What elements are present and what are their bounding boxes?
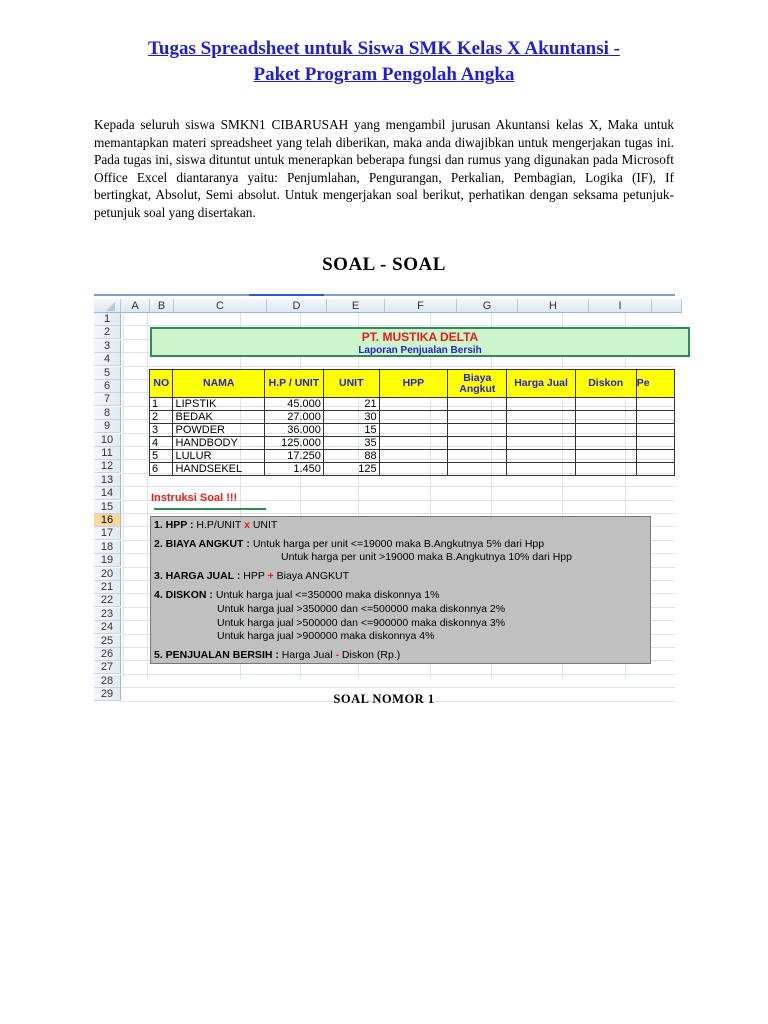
table-row bbox=[150, 450, 675, 463]
cell-biaya-angkut bbox=[448, 437, 507, 450]
column-header bbox=[652, 299, 682, 313]
instruction-3-operand-a: HPP bbox=[243, 570, 265, 582]
instruction-4-rule-d: Untuk harga jual >900000 maka diskonnya 4% bbox=[217, 630, 435, 642]
header-hp-unit: H.P / UNIT bbox=[264, 370, 323, 398]
instruction-4-rule-a: Untuk harga jual <=350000 maka diskonnya 1% bbox=[215, 589, 440, 601]
cell-biaya-angkut bbox=[448, 411, 507, 424]
cell-unit: 21 bbox=[323, 398, 379, 411]
sheet-top-accent bbox=[249, 294, 324, 296]
title-link-line2[interactable]: Paket Program Pengolah Angka bbox=[253, 64, 515, 85]
cell-biaya-angkut bbox=[448, 398, 507, 411]
cell-harga-jual bbox=[507, 463, 575, 476]
instruction-1-operand-b: UNIT bbox=[252, 519, 278, 531]
cell-penjualan bbox=[636, 450, 674, 463]
row-header: 17 bbox=[94, 527, 121, 540]
instruction-1 bbox=[154, 519, 277, 531]
cell-hp-unit: 45.000 bbox=[264, 398, 323, 411]
cell-hpp bbox=[379, 424, 448, 437]
grid-column-line bbox=[147, 313, 148, 678]
instruction-3-operator: + bbox=[267, 570, 274, 582]
cell-hp-unit: 1.450 bbox=[264, 463, 323, 476]
instruction-5-operand-a: Harga Jual bbox=[281, 649, 333, 661]
column-header: E bbox=[327, 299, 385, 313]
row-header: 8 bbox=[94, 407, 121, 420]
cell-nama: HANDSEKEL bbox=[173, 463, 265, 476]
figure-caption: SOAL NOMOR 1 bbox=[333, 692, 435, 706]
column-header: B bbox=[150, 299, 174, 313]
grid-row-line bbox=[121, 513, 675, 514]
cell-unit: 88 bbox=[323, 450, 379, 463]
instruction-2-rule-b: Untuk harga per unit >19000 maka B.Angkutnya 10% dari Hpp bbox=[281, 551, 572, 563]
header-no: NO bbox=[150, 370, 173, 398]
cell-harga-jual bbox=[507, 411, 575, 424]
cell-penjualan bbox=[636, 411, 674, 424]
report-title: Laporan Penjualan Bersih bbox=[358, 345, 482, 356]
cell-hp-unit: 36.000 bbox=[264, 424, 323, 437]
title-link-line1[interactable]: Tugas Spreadsheet untuk Siswa SMK Kelas X Akuntansi - bbox=[148, 38, 620, 59]
header-diskon: Diskon bbox=[575, 370, 636, 398]
cell-no: 1 bbox=[150, 398, 173, 411]
instruction-underline bbox=[154, 508, 266, 510]
company-banner bbox=[150, 327, 690, 357]
grid-row-line bbox=[121, 687, 675, 688]
column-header: I bbox=[589, 299, 652, 313]
column-header: G bbox=[457, 299, 518, 313]
row-header: 29 bbox=[94, 688, 121, 701]
row-header: 28 bbox=[94, 675, 121, 688]
row-header: 14 bbox=[94, 487, 121, 500]
row-header: 24 bbox=[94, 621, 121, 634]
instruction-box bbox=[150, 516, 651, 664]
instruction-4-label: 4. DISKON : bbox=[154, 589, 213, 601]
column-header: C bbox=[174, 299, 267, 313]
row-header: 4 bbox=[94, 353, 121, 366]
row-header: 13 bbox=[94, 474, 121, 487]
cell-unit: 15 bbox=[323, 424, 379, 437]
select-all-corner bbox=[94, 299, 121, 313]
cell-nama: POWDER bbox=[173, 424, 265, 437]
instruction-2-label: 2. BIAYA ANGKUT : bbox=[154, 538, 250, 550]
cell-hpp bbox=[379, 437, 448, 450]
table-row bbox=[150, 398, 675, 411]
cell-penjualan bbox=[636, 463, 674, 476]
cell-unit: 30 bbox=[323, 411, 379, 424]
cell-hpp bbox=[379, 450, 448, 463]
cell-hp-unit: 125.000 bbox=[264, 437, 323, 450]
row-header: 10 bbox=[94, 434, 121, 447]
cell-diskon bbox=[575, 450, 636, 463]
sheet-top-border bbox=[94, 294, 675, 296]
cell-nama: LIPSTIK bbox=[173, 398, 265, 411]
cell-diskon bbox=[575, 463, 636, 476]
cell-nama: BEDAK bbox=[173, 411, 265, 424]
cell-penjualan bbox=[636, 437, 674, 450]
row-header: 3 bbox=[94, 340, 121, 353]
cell-nama: HANDBODY bbox=[173, 437, 265, 450]
cell-unit: 125 bbox=[323, 463, 379, 476]
instruction-3-label: 3. HARGA JUAL : bbox=[154, 570, 241, 582]
row-header: 25 bbox=[94, 635, 121, 648]
row-header: 11 bbox=[94, 447, 121, 460]
cell-no: 5 bbox=[150, 450, 173, 463]
column-header: D bbox=[267, 299, 327, 313]
cell-harga-jual bbox=[507, 424, 575, 437]
instruction-4-rule-c: Untuk harga jual >500000 dan <=900000 maka diskonnya 3% bbox=[217, 617, 506, 629]
cell-no: 4 bbox=[150, 437, 173, 450]
row-header: 23 bbox=[94, 608, 121, 621]
instruction-3 bbox=[154, 570, 349, 582]
cell-biaya-angkut bbox=[448, 424, 507, 437]
column-header: F bbox=[385, 299, 457, 313]
document-title[interactable] bbox=[60, 36, 708, 88]
header-biaya-angkut: Biaya Angkut bbox=[448, 370, 507, 398]
header-unit: UNIT bbox=[323, 370, 379, 398]
cell-biaya-angkut bbox=[448, 450, 507, 463]
table-row bbox=[150, 411, 675, 424]
instruction-4 bbox=[154, 589, 439, 601]
row-header: 27 bbox=[94, 661, 121, 674]
cell-diskon bbox=[575, 411, 636, 424]
cell-unit: 35 bbox=[323, 437, 379, 450]
instruction-5-operator: - bbox=[335, 649, 339, 661]
grid-column-line bbox=[123, 313, 124, 678]
cell-harga-jual bbox=[507, 398, 575, 411]
instruction-2 bbox=[154, 538, 544, 550]
cell-penjualan bbox=[636, 424, 674, 437]
section-heading: SOAL - SOAL bbox=[322, 254, 446, 275]
cell-diskon bbox=[575, 398, 636, 411]
instruction-1-operand-a: H.P/UNIT bbox=[196, 519, 242, 531]
table-header-row bbox=[150, 370, 675, 398]
sales-table bbox=[149, 369, 675, 476]
instruction-label: Instruksi Soal !!! bbox=[151, 492, 238, 504]
instruction-4-rule-b: Untuk harga jual >350000 dan <=500000 maka diskonnya 2% bbox=[217, 603, 506, 615]
instruction-1-operator: x bbox=[244, 519, 250, 531]
instruction-5 bbox=[154, 649, 400, 661]
row-header: 6 bbox=[94, 380, 121, 393]
table-row bbox=[150, 437, 675, 450]
header-nama: NAMA bbox=[173, 370, 265, 398]
cell-no: 2 bbox=[150, 411, 173, 424]
cell-hpp bbox=[379, 463, 448, 476]
instruction-3-operand-b: Biaya ANGKUT bbox=[276, 570, 350, 582]
cell-diskon bbox=[575, 424, 636, 437]
row-header: 12 bbox=[94, 460, 121, 473]
cell-diskon bbox=[575, 437, 636, 450]
cell-no: 3 bbox=[150, 424, 173, 437]
row-header: 15 bbox=[94, 501, 121, 514]
table-row bbox=[150, 424, 675, 437]
row-header: 2 bbox=[94, 326, 121, 339]
cell-hpp bbox=[379, 411, 448, 424]
cell-nama: LULUR bbox=[173, 450, 265, 463]
cell-no: 6 bbox=[150, 463, 173, 476]
cell-biaya-angkut bbox=[448, 463, 507, 476]
row-header: 18 bbox=[94, 541, 121, 554]
row-header: 19 bbox=[94, 554, 121, 567]
cell-harga-jual bbox=[507, 450, 575, 463]
column-header: H bbox=[518, 299, 589, 313]
cell-hp-unit: 17.250 bbox=[264, 450, 323, 463]
column-header: A bbox=[121, 299, 150, 313]
row-header: 7 bbox=[94, 393, 121, 406]
row-header: 5 bbox=[94, 367, 121, 380]
row-header: 9 bbox=[94, 420, 121, 433]
instruction-1-label: 1. HPP : bbox=[154, 519, 194, 531]
grid-row-line bbox=[121, 674, 675, 675]
row-header: 21 bbox=[94, 581, 121, 594]
row-header: 1 bbox=[94, 313, 121, 326]
table-row bbox=[150, 463, 675, 476]
header-hpp: HPP bbox=[379, 370, 448, 398]
cell-penjualan bbox=[636, 398, 674, 411]
company-name: PT. MUSTIKA DELTA bbox=[361, 330, 479, 344]
instruction-5-label: 5. PENJUALAN BERSIH : bbox=[154, 649, 279, 661]
instruction-5-operand-b: Diskon (Rp.) bbox=[341, 649, 401, 661]
row-header: 16 bbox=[94, 514, 121, 527]
row-header: 22 bbox=[94, 594, 121, 607]
cell-hp-unit: 27.000 bbox=[264, 411, 323, 424]
intro-paragraph: Kepada seluruh siswa SMKN1 CIBARUSAH yang mengambil jurusan Akuntansi kelas X, Maka untuk memantapkan materi spreadsheet yang telah diberikan, maka anda diwajibkan untuk mengerjakan tugas ini. Pada tugas ini, siswa dituntut untuk menerapkan beberapa fungsi dan rumus yang digunakan pada Microsoft Office Excel diantaranya yaitu: Penjumlahan, Pengurangan, Perkalian, Pembagian, Logika (IF), If bertingkat, Absolut, Semi absolut. Untuk mengerjakan soal berikut, perhatikan dengan seksama petunjuk-petunjuk soal yang disertakan. bbox=[94, 117, 674, 220]
header-penjualan: Pe bbox=[636, 370, 674, 398]
cell-harga-jual bbox=[507, 437, 575, 450]
instruction-2-rule-a: Untuk harga per unit <=19000 maka B.Angkutnya 5% dari Hpp bbox=[252, 538, 545, 550]
row-header: 26 bbox=[94, 648, 121, 661]
grid-row-line bbox=[121, 486, 675, 487]
row-header: 20 bbox=[94, 568, 121, 581]
grid-row-line bbox=[121, 366, 675, 367]
cell-hpp bbox=[379, 398, 448, 411]
header-harga-jual: Harga Jual bbox=[507, 370, 575, 398]
